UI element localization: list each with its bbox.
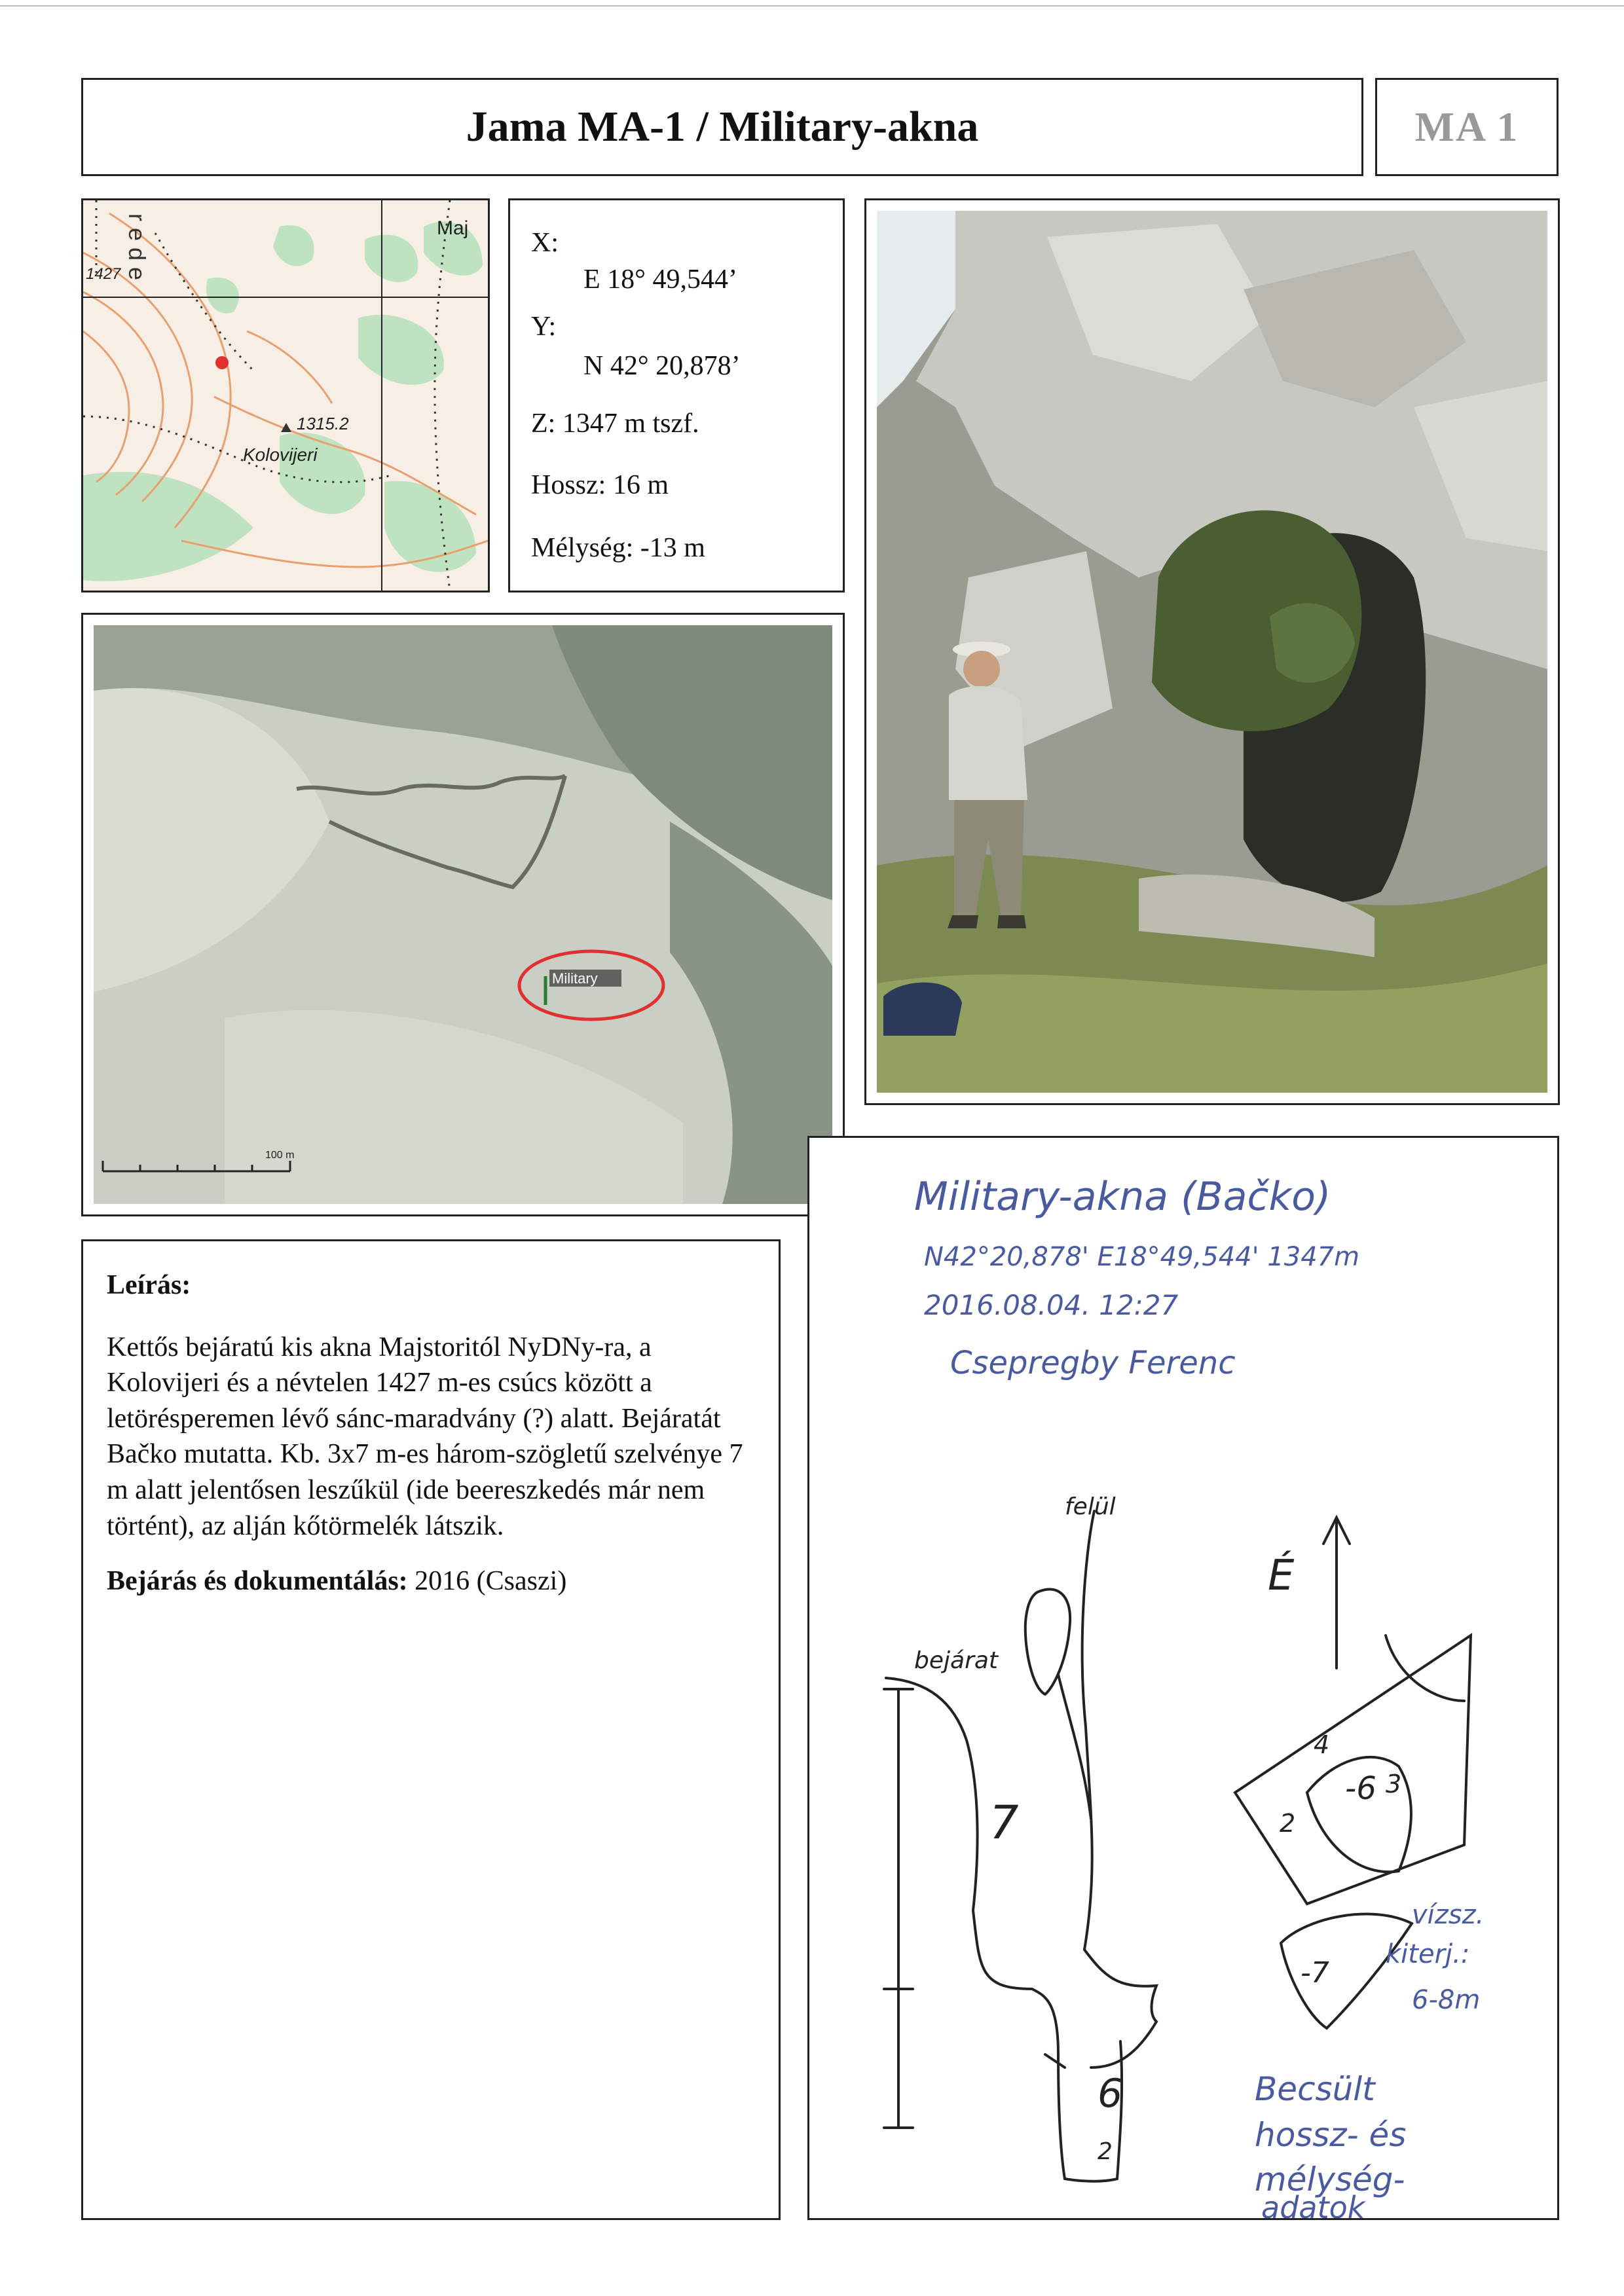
sketch-depth-2: 2 — [1098, 2138, 1113, 2165]
sketch-author: Csepregby Ferenc — [950, 1345, 1236, 1381]
y-value: N 42° 20,878’ — [583, 351, 741, 381]
x-label: X: — [531, 228, 559, 258]
description-box — [81, 1239, 781, 2220]
aerial-image — [81, 613, 845, 1216]
map-graphic — [83, 200, 488, 591]
sketch-note-1: Becsült — [1255, 2070, 1375, 2108]
map-label-kolovijeri: Kolovijeri — [243, 445, 318, 465]
length: Hossz: 16 m — [531, 470, 669, 500]
photo-graphic — [877, 211, 1547, 1093]
cave-location-marker — [215, 356, 229, 369]
sketch-date: 2016.08.04. 12:27 — [924, 1289, 1179, 1321]
survey-value: 2016 (Csaszi) — [407, 1566, 567, 1597]
depth: Mélység: -13 m — [531, 533, 705, 563]
title-box — [81, 78, 1363, 176]
sketch-depth-7: 7 — [989, 1796, 1019, 1850]
sketch-north-label: É — [1268, 1552, 1295, 1600]
x-value: E 18° 49,544’ — [583, 264, 737, 295]
sketch-label-bejarat: bejárat — [914, 1647, 999, 1674]
sketch-vizsz-1: vízsz. — [1412, 1900, 1485, 1930]
aerial-marker-label: Military — [552, 970, 598, 987]
sketch-note-4: adatok — [1261, 2190, 1365, 2218]
sketch-title: Military-akna (Bačko) — [914, 1174, 1331, 1220]
coordinates-box — [508, 198, 845, 592]
survey-label: Bejárás és dokumentálás: — [107, 1566, 408, 1597]
sketch-label-felul: felül — [1065, 1493, 1116, 1520]
survey-line — [107, 1563, 755, 1599]
map-label-1427: 1427 — [86, 265, 121, 283]
page-title: Jama MA-1 / Military-akna — [466, 103, 979, 151]
y-label: Y: — [531, 312, 557, 342]
sketch-plan-7: -7 — [1301, 1956, 1329, 1990]
sketch-coords: N42°20,878' E18°49,544' 1347m — [924, 1242, 1360, 1272]
sketch-vizsz-2: kiterj.: — [1386, 1939, 1470, 1969]
code-box — [1375, 78, 1559, 176]
sketch-note-3: mélység- — [1255, 2160, 1405, 2198]
description-body: Kettős bejáratú kis akna Majstoritól NyDNy-ra, a Kolovijeri és a névtelen 1427 m-es csúcs között a letörésperemen lévő sánc-maradvány (?) alatt. Bejáratát Bačko mutatta. Kb. 3x7 m-es három-szögletű szelvénye 7 m alatt jelentősen leszűkül (ide beereszkedés már nem történt), az alján kőtörmelék látszik. — [107, 1332, 743, 1541]
sketch-depth-6: 6 — [1098, 2071, 1123, 2117]
topographic-map — [81, 198, 490, 592]
sketch-plan-6: -6 — [1345, 1770, 1376, 1807]
sketch-note-2: hossz- és — [1255, 2116, 1407, 2154]
description-heading: Leírás: — [107, 1270, 191, 1300]
elevation: Z: 1347 m tszf. — [531, 409, 699, 439]
cave-code: MA 1 — [1414, 103, 1519, 150]
map-label-elevation: 1315.2 — [297, 414, 349, 433]
cave-sketch — [807, 1136, 1559, 2220]
sketch-graphic — [809, 1138, 1557, 2218]
sketch-plan-4: 4 — [1314, 1730, 1330, 1759]
page-top-rule — [0, 5, 1624, 7]
sketch-plan-3: 3 — [1386, 1770, 1402, 1798]
map-label-maj: Maj — [437, 217, 469, 239]
sketch-vizsz-3: 6-8m — [1412, 1985, 1481, 2015]
map-label-rede: r e d e — [124, 213, 151, 281]
aerial-scale-label: 100 m — [265, 1150, 295, 1161]
sketch-plan-2: 2 — [1280, 1809, 1296, 1838]
entrance-photo — [864, 198, 1560, 1105]
aerial-graphic — [94, 625, 832, 1204]
